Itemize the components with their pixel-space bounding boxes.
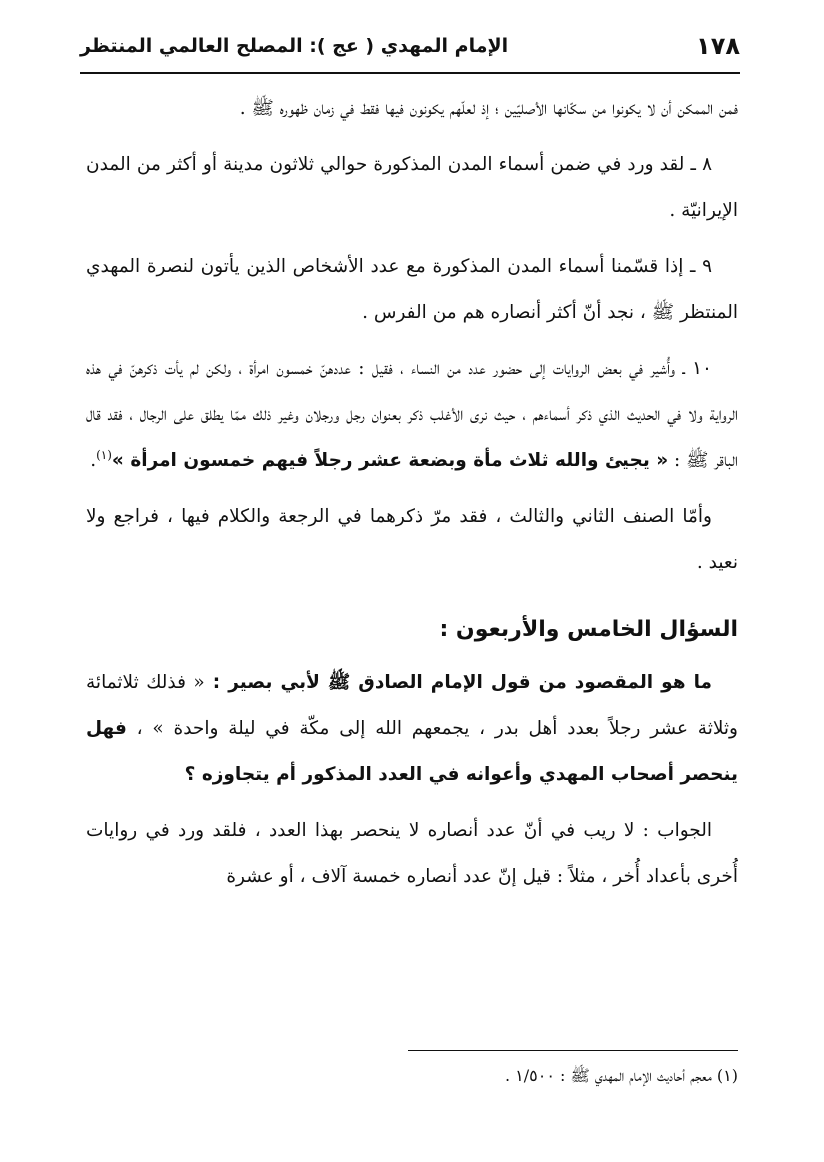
question-part-3: فهل ينحصر أصحاب المهدي وأعوانه في العدد المذكور أم يتجاوزه ؟ bbox=[86, 718, 738, 785]
page-number: ١٧٨ bbox=[696, 32, 740, 60]
question-part-1: ما هو المقصود من قول الإمام الصادق ﷺ لأبي بصير : bbox=[204, 672, 712, 693]
body-text bbox=[86, 86, 738, 910]
footnote-reference: (١) bbox=[96, 447, 112, 462]
paragraph-second-third-types: وأمّا الصنف الثاني والثالث ، فقد مرّ ذكرهما في الرجعة والكلام فيها ، فراجع ولا نعيد . bbox=[86, 506, 738, 573]
question-part-2: « فذلك ثلاثمائة وثلاثة عشر رجلاً بعدد أهل بدر ، يجمعهم الله إلى مكّة في ليلة واحدة » ، bbox=[86, 672, 738, 739]
paragraph-item-10 bbox=[86, 346, 738, 484]
question-text bbox=[86, 660, 738, 798]
paragraph-item-8: ٨ ـ لقد ورد في ضمن أسماء المدن المذكورة حوالي ثلاثون مدينة أو أكثر من المدن الإيرانيّة . bbox=[86, 154, 738, 221]
paragraph-item-9: ٩ ـ إذا قسّمنا أسماء المدن المذكورة مع عدد الأشخاص الذين يأتون لنصرة المهدي المنتظر ﷺ ، نجد أنّ أكثر أنصاره هم من الفرس . bbox=[86, 256, 738, 323]
running-title: الإمام المهدي ( عج ): المصلح العالمي المنتظر bbox=[80, 35, 509, 57]
paragraph-item-10-end: . bbox=[90, 450, 97, 471]
footnote: (١) معجم أحاديث الإمام المهدي ﷺ : ١/٥٠٠ . bbox=[504, 1066, 738, 1085]
paragraph-item-10-text: ١٠ ـ وأُشير في بعض الروايات إلى حضور عدد من النساء ، فقيل : عددهنّ خمسون امرأة ، ولكن لم يأت ذكرهنّ في هذه الرواية ولا في الحديث الذي ذكر أسماءهم ، حيث نرى الأغلب ذكر بعنوان رجل ورجلان وغير ذلك ممّا يطلق على الرجال ، فقد قال الباقر ﷺ : bbox=[86, 358, 738, 471]
footnote-rule bbox=[408, 1050, 738, 1051]
answer-paragraph: الجواب : لا ريب في أنّ عدد أنصاره لا ينحصر بهذا العدد ، فلقد ورد في روايات أُخرى بأعداد أُخر ، مثلاً : قيل إنّ عدد أنصاره خمسة آلاف ، أو عشرة bbox=[86, 820, 738, 887]
header-rule bbox=[80, 72, 740, 74]
paragraph-1: فمن الممكن أن لا يكونوا من سكّانها الأصليّين ؛ إذ لعلّهم يكونون فيها فقط في زمان ظهوره ﷺ . bbox=[239, 98, 738, 119]
page-header bbox=[80, 26, 740, 66]
question-heading: السؤال الخامس والأربعون : bbox=[439, 617, 738, 642]
baqir-quote: « يجيئ والله ثلاث مأة وبضعة عشر رجلاً فيهم خمسون امرأة » bbox=[111, 450, 669, 471]
